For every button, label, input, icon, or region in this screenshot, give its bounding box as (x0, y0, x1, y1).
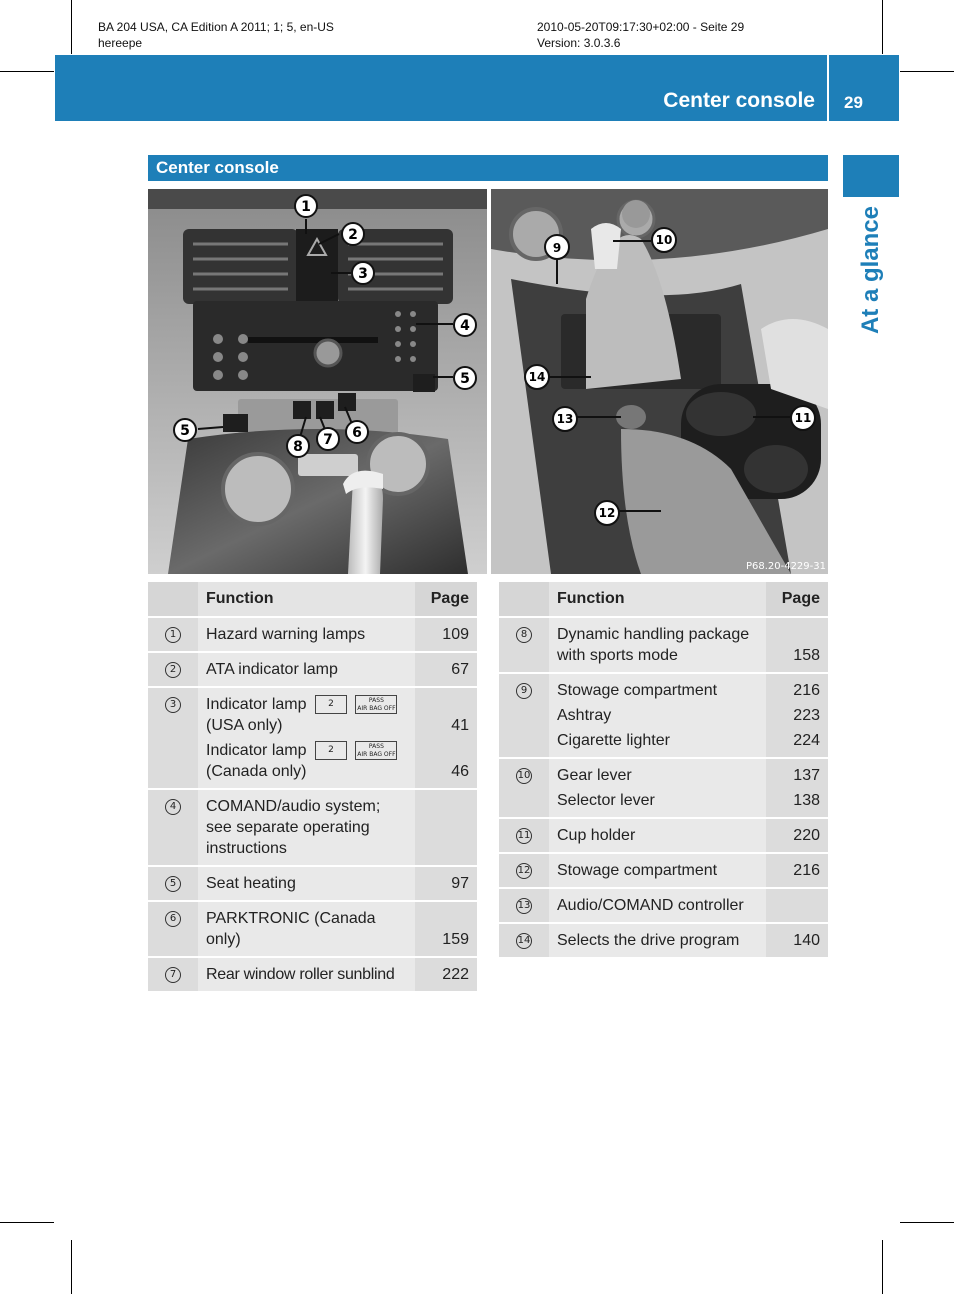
page-ref: 220 (766, 818, 828, 853)
image-code: P68.20-4229-31 (745, 561, 826, 572)
function-table-right (499, 582, 828, 959)
header-divider (827, 55, 829, 121)
function-text: PARKTRONIC (Canada only) (198, 901, 415, 957)
item-number: 9 (516, 683, 532, 699)
center-console-photo-right (491, 189, 828, 574)
item-number: 1 (165, 627, 181, 643)
meta-line: 2010-05-20T09:17:30+02:00 - Seite 29 (537, 20, 745, 34)
header-function: Function (198, 582, 415, 617)
function-table-left (148, 582, 477, 993)
page-ref: 158 (766, 617, 828, 673)
header-number-cell (499, 582, 549, 617)
crop-mark (71, 0, 72, 54)
side-tab-label: At a glance (857, 205, 884, 335)
function-text: ATA indicator lamp (198, 652, 415, 687)
table-row (499, 818, 828, 853)
callout-9: 9 (552, 241, 562, 255)
callout-14: 14 (528, 370, 546, 384)
item-number: 7 (165, 967, 181, 983)
item-number: 3 (165, 697, 181, 713)
page-ref: 216 223 224 (766, 673, 828, 758)
callout-2: 2 (348, 227, 358, 243)
item-number: 5 (165, 876, 181, 892)
table-row (148, 687, 477, 789)
page-ref: 109 (415, 617, 477, 652)
seatbelt-icon: 2 (315, 741, 347, 760)
function-text: Rear window roller sunblind (198, 957, 415, 992)
indicator-text: Indicator lamp (206, 696, 307, 713)
indicator-text: Indicator lamp (206, 742, 307, 759)
header-title: Center console (663, 89, 815, 112)
function-text: Cup holder (549, 818, 766, 853)
section-heading (148, 155, 828, 181)
item-number: 6 (165, 911, 181, 927)
function-text: Hazard warning lamps (198, 617, 415, 652)
function-text: Seat heating (198, 866, 415, 901)
callout-10: 10 (655, 233, 673, 247)
page-ref: 140 (766, 923, 828, 958)
table-row (148, 789, 477, 866)
header-function: Function (549, 582, 766, 617)
crop-mark (882, 0, 883, 54)
pass-airbag-off-icon: PASS AIR BAG OFF (357, 697, 396, 713)
function-text: Selects the drive program (549, 923, 766, 958)
page-ref: 216 (766, 853, 828, 888)
header-number-cell (148, 582, 198, 617)
page-ref-canada: 46 (451, 763, 469, 780)
table-row (148, 957, 477, 992)
page-ref: 137 138 (766, 758, 828, 818)
page-ref: 159 (415, 901, 477, 957)
seatbelt-icon: 2 (315, 695, 347, 714)
item-number: 10 (516, 768, 532, 784)
table-row (148, 866, 477, 901)
table-row (499, 923, 828, 958)
item-number: 4 (165, 799, 181, 815)
callout-11: 11 (794, 411, 812, 425)
console-illustration-right (491, 189, 828, 574)
table-header-row (499, 582, 828, 617)
side-tab-marker (843, 155, 899, 197)
page-ref-usa: 41 (451, 717, 469, 734)
callout-8: 8 (293, 439, 303, 455)
item-number: 2 (165, 662, 181, 678)
function-text: Gear lever Selector lever (549, 758, 766, 818)
table-row (499, 758, 828, 818)
page-number: 29 (844, 93, 863, 112)
page-ref: 97 (415, 866, 477, 901)
crop-mark (0, 71, 54, 72)
function-text: Stowage compartment (549, 853, 766, 888)
section-title: Center console (156, 158, 279, 177)
callout-3: 3 (358, 266, 368, 282)
crop-mark (900, 1222, 954, 1223)
table-header-row (148, 582, 477, 617)
function-text (198, 687, 415, 789)
function-text: COMAND/audio system; see separate operating instructions (198, 789, 415, 866)
table-row (148, 617, 477, 652)
crop-mark (71, 1240, 72, 1294)
callout-12: 12 (598, 506, 616, 520)
function-text: Audio/COMAND controller (549, 888, 766, 923)
function-text: Dynamic handling package with sports mode (549, 617, 766, 673)
header-page: Page (766, 582, 828, 617)
console-illustration-left (148, 189, 487, 574)
callout-1: 1 (301, 199, 311, 215)
item-number: 13 (516, 898, 532, 914)
print-meta-right (537, 19, 744, 51)
page-ref: 67 (415, 652, 477, 687)
header-bar (55, 55, 899, 121)
pass-airbag-off-icon: PASS AIR BAG OFF (357, 743, 396, 759)
function-text: Stowage compartment Ashtray Cigarette lighter (549, 673, 766, 758)
header-page: Page (415, 582, 477, 617)
meta-line: Version: 3.0.3.6 (537, 36, 621, 50)
callout-5-left: 5 (180, 423, 190, 439)
table-row (499, 673, 828, 758)
table-row (148, 652, 477, 687)
callout-13: 13 (556, 412, 574, 426)
callout-6: 6 (352, 425, 362, 441)
center-console-photo-left (148, 189, 487, 574)
table-row (499, 617, 828, 673)
indicator-region: (USA only) (206, 717, 283, 734)
page-ref (415, 789, 477, 866)
table-row (499, 888, 828, 923)
table-row (499, 853, 828, 888)
crop-mark (0, 1222, 54, 1223)
print-meta-left (98, 19, 334, 51)
meta-line: hereepe (98, 36, 143, 50)
indicator-region: (Canada only) (206, 763, 307, 780)
callout-7: 7 (323, 432, 333, 448)
crop-mark (900, 71, 954, 72)
page-ref (766, 888, 828, 923)
item-number: 8 (516, 627, 532, 643)
item-number: 11 (516, 828, 532, 844)
callout-4: 4 (460, 318, 470, 334)
page-ref (415, 687, 477, 789)
item-number: 14 (516, 933, 532, 949)
callout-5-right: 5 (460, 371, 470, 387)
item-number: 12 (516, 863, 532, 879)
page-ref: 222 (415, 957, 477, 992)
meta-line: BA 204 USA, CA Edition A 2011; 1; 5, en-US (98, 20, 334, 34)
table-row (148, 901, 477, 957)
crop-mark (882, 1240, 883, 1294)
